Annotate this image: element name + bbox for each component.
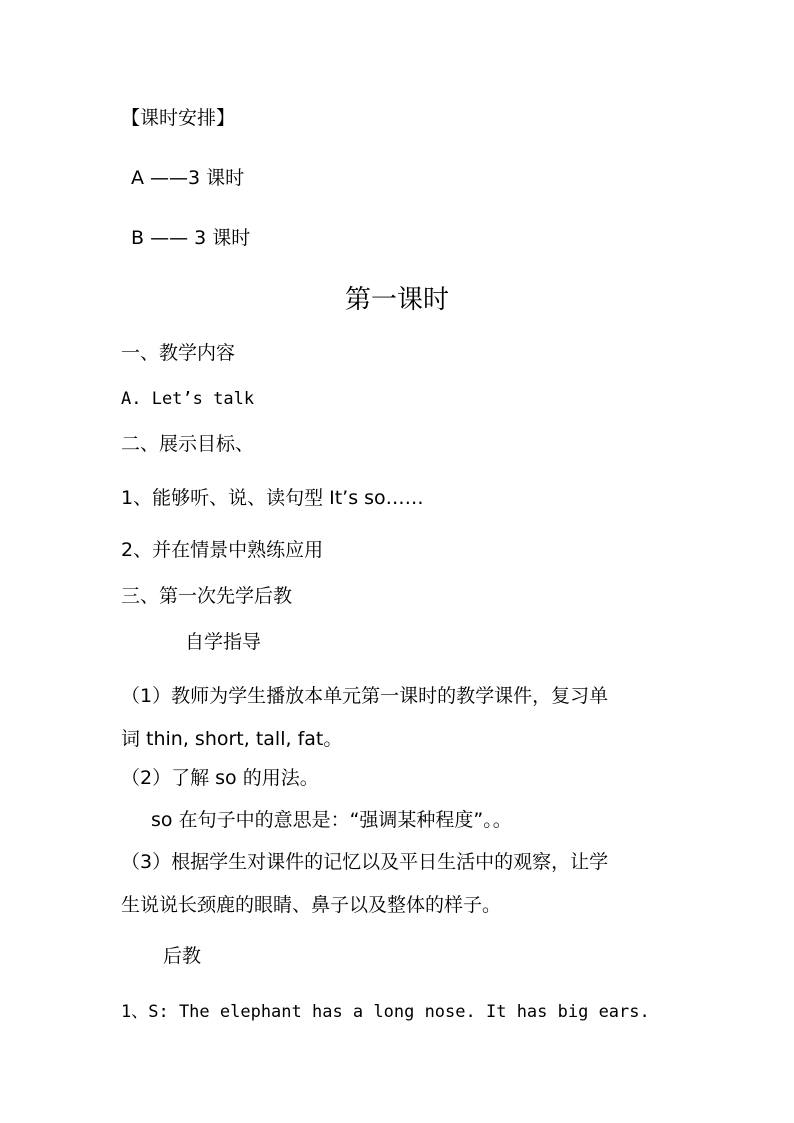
step-3-line-1: （3）根据学生对课件的记忆以及平日生活中的观察，让学: [121, 851, 609, 873]
lesson-title: 第一课时: [344, 285, 449, 315]
goal-1: 1、能够听、说、读句型 It’s so……: [121, 487, 424, 509]
section-1-heading: 一、教学内容: [121, 342, 236, 364]
self-study-heading: 自学指导: [185, 631, 262, 653]
section-1-content: A. Let’s talk: [121, 389, 255, 409]
schedule-row-a: A ——3 课时: [131, 167, 245, 189]
schedule-row-b: B —— 3 课时: [131, 227, 251, 249]
section-2-heading: 二、展示目标、: [121, 433, 255, 455]
section-3-heading: 三、第一次先学后教: [121, 585, 293, 607]
step-3-line-2: 生说说长颈鹿的眼睛、鼻子以及整体的样子。: [121, 894, 502, 916]
step-1-line-1: （1）教师为学生播放本单元第一课时的教学课件，复习单: [121, 685, 609, 707]
step-1-line-2: 词 thin, short, tall, fat。: [121, 728, 343, 750]
step-2: （2）了解 so 的用法。: [121, 767, 319, 789]
dialog-line-1: 1、S: The elephant has a long nose. It has big ears.: [121, 1002, 650, 1022]
schedule-heading: 【课时安排】: [121, 107, 236, 129]
step-2-note: so 在句子中的意思是：“强调某种程度”。。: [151, 809, 512, 831]
post-teach-heading: 后教: [163, 945, 202, 967]
goal-2: 2、并在情景中熟练应用: [121, 539, 324, 561]
